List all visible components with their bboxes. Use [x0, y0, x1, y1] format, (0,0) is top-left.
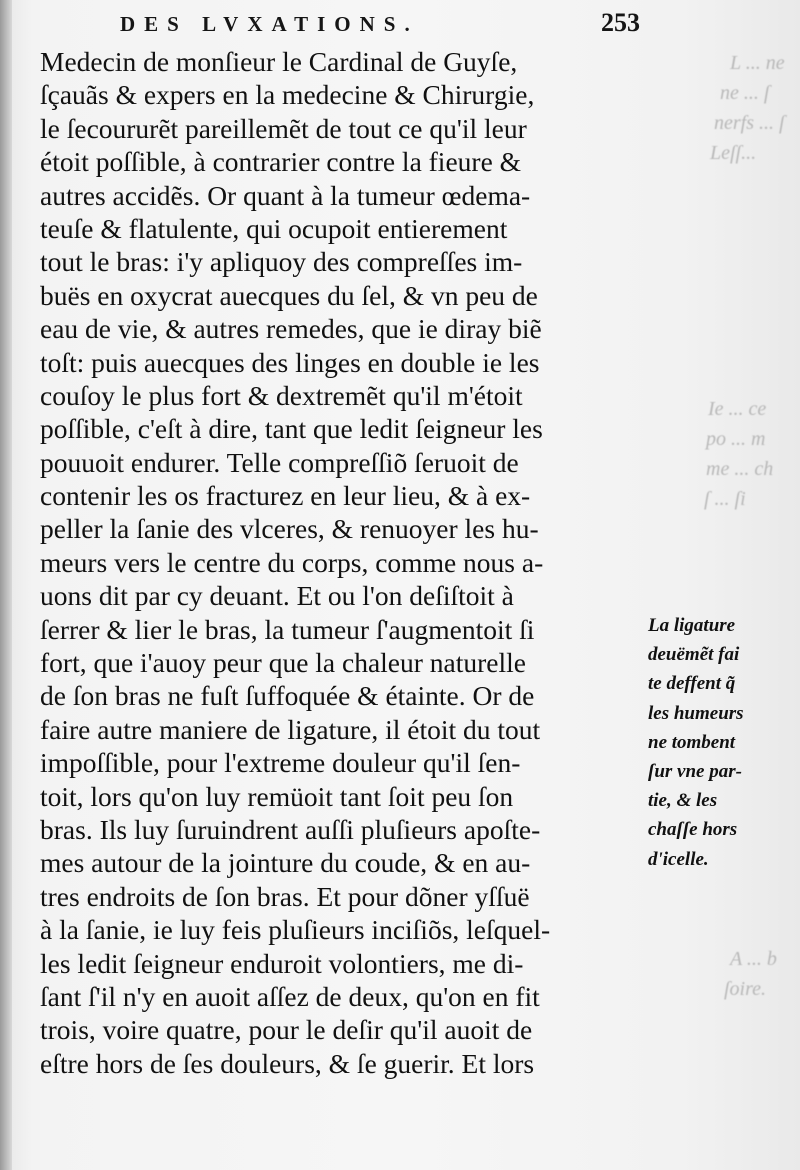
text-line: couſoy le plus fort & dextremẽt qu'il m'étoit: [40, 379, 523, 411]
text-line: poſſible, c'eſt à dire, tant que ledit ſeigneur les: [40, 413, 543, 445]
text-line: le ſecoururẽt pareillemẽt de tout ce qu'il leur: [40, 112, 527, 144]
text-line: ſant ſ'il n'y en auoit aſſez de deux, qu'on en fit: [40, 980, 540, 1012]
text-line: toſt: puis auecques des linges en double ie les: [40, 346, 540, 378]
text-line: meurs vers le centre du corps, comme nous a-: [40, 546, 544, 578]
text-line: uons dit par cy deuant. Et ou l'on deſiſtoit à: [40, 580, 514, 612]
text-line: ſçauãs & expers en la medecine & Chirurgie,: [40, 79, 535, 111]
text-line: de ſon bras ne fuſt ſuffoquée & étainte. Or de: [40, 680, 535, 712]
text-line: pouuoit endurer. Telle compreſſiõ ſeruoit de: [40, 446, 519, 478]
body-text: [40, 45, 645, 1080]
text-line: à la ſanie, ie luy feis pluſieurs inciſiõs, leſquel-: [40, 914, 551, 946]
page-number: 253: [601, 8, 640, 37]
text-line: eau de vie, & autres remedes, que ie diray biẽ: [40, 313, 542, 345]
show-through-text: L ... ne ne ... ſ nerfs ... ſ Leſſ... Ie ... ce po ... m me ... ch ſ ... ſi A ... b ſoire.: [704, 52, 785, 1000]
text-line: teuſe & flatulente, qui ocupoit entierement: [40, 212, 508, 244]
text-line: peller la ſanie des vlceres, & renuoyer les hu-: [40, 513, 539, 545]
text-line: ſerrer & lier le bras, la tumeur ſ'augmentoit ſi: [40, 613, 535, 645]
text-line: étoit poſſible, à contrarier contre la fieure &: [40, 146, 522, 178]
text-line: mes autour de la jointure du coude, & en au-: [40, 847, 531, 879]
text-line: fort, que i'auoy peur que la chaleur naturelle: [40, 647, 526, 679]
margin-note-line: les humeurs: [648, 702, 744, 724]
text-line: toit, lors qu'on luy remüoit tant ſoit peu ſon: [40, 780, 514, 812]
text-line: tres endroits de ſon bras. Et pour dõner yſſuë: [40, 880, 530, 912]
text-line: trois, voire quatre, pour le deſir qu'il auoit de: [40, 1014, 533, 1046]
text-line: Medecin de monſieur le Cardinal de Guyſe,: [40, 46, 518, 77]
text-line: les ledit ſeigneur enduroit volontiers, me di-: [40, 947, 524, 979]
margin-note-line: ne tombent: [648, 731, 736, 753]
margin-note: [648, 611, 798, 874]
text-line: contenir les os fracturez en leur lieu, & à ex-: [40, 480, 531, 512]
text-line: tout le bras: i'y apliquoy des compreſſes im-: [40, 246, 523, 278]
text-line: eſtre hors de ſes douleurs, & ſe guerir. Et lors: [40, 1047, 535, 1079]
page-header: [120, 6, 640, 40]
margin-note-line: d'icelle.: [648, 848, 709, 870]
margin-note-line: te deffent q̃: [648, 673, 736, 695]
margin-note-line: ſur vne par-: [648, 761, 742, 783]
margin-note-line: La ligature: [648, 615, 736, 636]
text-line: autres accidẽs. Or quant à la tumeur œdema-: [40, 179, 531, 211]
text-line: impoſſible, pour l'extreme douleur qu'il ſen-: [40, 747, 521, 779]
margin-note-line: chaſſe hors: [648, 819, 738, 841]
page-gutter-shadow: [0, 0, 12, 1170]
text-line: bras. Ils luy ſuruindrent auſſi pluſieurs apoſte-: [40, 813, 541, 845]
text-line: buës en oxycrat auecques du ſel, & vn peu de: [40, 279, 538, 311]
running-title: DES LVXATIONS.: [120, 12, 419, 36]
margin-note-line: tie, & les: [648, 790, 718, 812]
margin-note-line: deuëmẽt fai: [648, 644, 740, 666]
text-line: faire autre maniere de ligature, il étoit du tout: [40, 713, 541, 745]
